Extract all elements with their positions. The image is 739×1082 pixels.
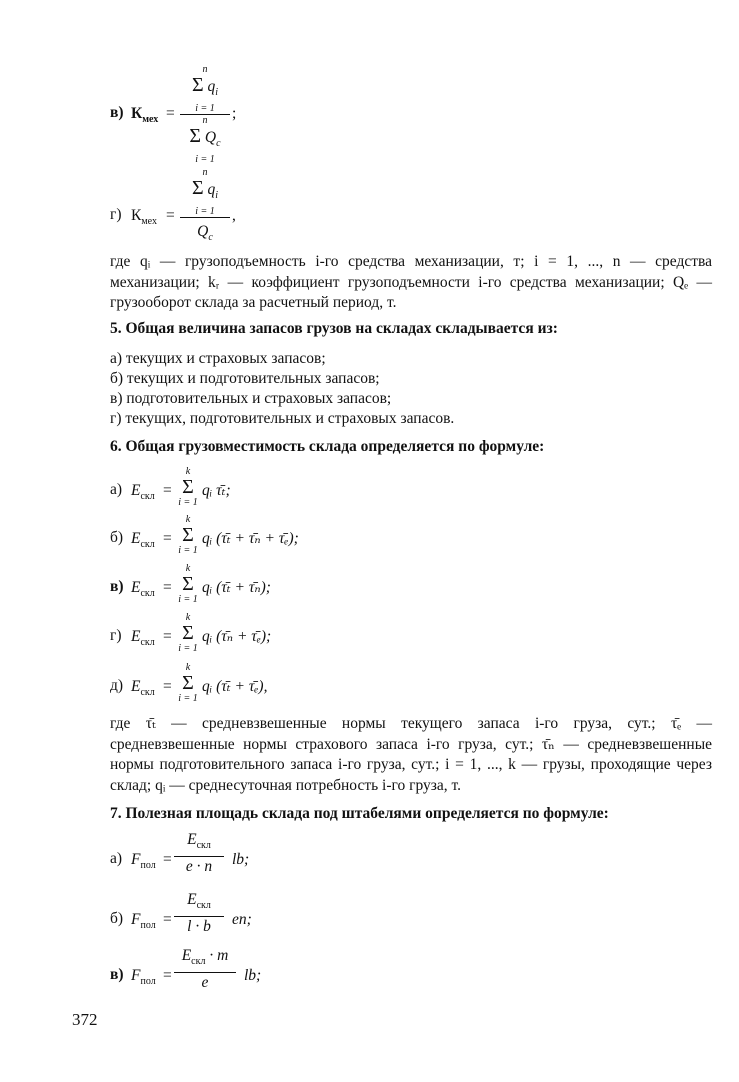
equals-sign: = bbox=[163, 851, 172, 868]
where-paragraph-1: где qᵢ — грузоподъемность i-го средства механизации, т; i = 1, ..., n — средства механизации; kᵣ — коэффициент грузоподъемности i-го средства механизации; Qₑ — грузооборот склада за расчетный период, т. bbox=[110, 253, 712, 311]
formula-lhs: $К_{мех}$ bbox=[131, 105, 159, 126]
sum-lower-limit: i = 1 bbox=[178, 594, 198, 605]
sum-upper-limit: k bbox=[185, 563, 191, 574]
formula-body: qᵢ τ̄ₜ; bbox=[202, 482, 231, 499]
equals-sign: = bbox=[163, 678, 172, 695]
formula-body: qᵢ (τ̄ₜ + τ̄ₑ), bbox=[202, 678, 268, 695]
sum-operator bbox=[176, 466, 200, 508]
sigma-symbol: Σ bbox=[182, 573, 194, 595]
sum-upper-limit: k bbox=[185, 662, 191, 673]
formula-tail: ; bbox=[232, 105, 237, 122]
sum-upper-limit: n bbox=[202, 115, 208, 127]
sum-upper-limit: k bbox=[185, 612, 191, 623]
fraction bbox=[180, 167, 230, 248]
equals-sign: = bbox=[163, 482, 172, 499]
denominator: $Q_c$ bbox=[197, 223, 213, 244]
equals-sign: = bbox=[163, 911, 172, 928]
fraction bbox=[174, 946, 236, 993]
sigma-symbol: Σ bbox=[182, 672, 194, 694]
option-label: а) bbox=[110, 481, 123, 498]
formula-body: qᵢ (τ̄ₜ + τ̄ₙ); bbox=[202, 579, 271, 596]
sum-operator bbox=[176, 563, 200, 605]
denominator: e bbox=[201, 974, 209, 992]
sum-lower-limit: i = 1 bbox=[195, 206, 215, 218]
option-label: г) bbox=[110, 206, 122, 223]
option-b: б) текущих и подготовительных запасов; bbox=[110, 370, 380, 387]
question-5-options bbox=[110, 349, 454, 429]
option-label: в) bbox=[110, 966, 124, 983]
sum-upper-limit: n bbox=[202, 167, 208, 178]
sum-upper-limit: n bbox=[202, 64, 208, 75]
sum-upper-limit: k bbox=[185, 466, 191, 477]
sum-lower-limit: i = 1 bbox=[195, 103, 215, 115]
page-number: 372 bbox=[72, 1010, 98, 1029]
formula-lhs: $F_{пол}$ bbox=[131, 911, 156, 932]
formula-tail: , bbox=[232, 207, 236, 224]
option-label: а) bbox=[110, 850, 123, 867]
sum-operator bbox=[176, 514, 200, 556]
equals-sign: = bbox=[163, 530, 172, 547]
fraction bbox=[180, 64, 230, 165]
fraction-bar bbox=[180, 217, 230, 218]
sum-upper-limit: k bbox=[185, 514, 191, 525]
formula-body: qᵢ (τ̄ₙ + τ̄ₑ); bbox=[202, 628, 272, 645]
option-label: б) bbox=[110, 910, 124, 927]
option-g: г) текущих, подготовительных и страховых запасов. bbox=[110, 410, 455, 427]
option-label: в) bbox=[110, 104, 124, 121]
numerator: Σ $q_i$ bbox=[191, 74, 219, 99]
formula-lhs: $E_{скл}$ bbox=[131, 628, 155, 649]
numerator: $E_{скл}$ bbox=[187, 831, 211, 852]
numerator: $E_{скл}$ bbox=[187, 891, 211, 912]
sum-lower-limit: i = 1 bbox=[195, 154, 215, 166]
sum-operator bbox=[176, 612, 200, 654]
equals-sign: = bbox=[163, 628, 172, 645]
formula-body: qᵢ (τ̄ₜ + τ̄ₙ + τ̄ₑ); bbox=[202, 530, 299, 547]
option-v: в) подготовительных и страховых запасов; bbox=[110, 390, 392, 407]
sum-lower-limit: i = 1 bbox=[178, 545, 198, 556]
denominator: Σ $Q_c$ bbox=[189, 125, 221, 150]
equals-sign: = bbox=[163, 967, 172, 984]
sigma-symbol: Σ bbox=[182, 524, 194, 546]
numerator: Σ $q_i$ bbox=[191, 177, 219, 202]
fraction bbox=[174, 830, 224, 877]
sum-lower-limit: i = 1 bbox=[178, 693, 198, 704]
question-6-title: 6. Общая грузовместимость склада определяется по формуле: bbox=[110, 438, 545, 455]
formula-tail: lb; bbox=[232, 851, 250, 868]
sigma-symbol: Σ bbox=[182, 476, 194, 498]
denominator: e · n bbox=[185, 858, 213, 876]
formula-lhs: $E_{скл}$ bbox=[131, 678, 155, 699]
option-label: б) bbox=[110, 529, 124, 546]
numerator: $E_{скл} \cdot m$ bbox=[181, 947, 229, 968]
sum-operator bbox=[176, 662, 200, 704]
equals-sign: = bbox=[166, 105, 175, 122]
sum-lower-limit: i = 1 bbox=[178, 643, 198, 654]
equals-sign: = bbox=[166, 207, 175, 224]
option-a: а) текущих и страховых запасов; bbox=[110, 350, 326, 367]
option-label: в) bbox=[110, 578, 124, 595]
formula-lhs: $F_{пол}$ bbox=[131, 851, 156, 872]
formula-tail: en; bbox=[232, 911, 252, 928]
question-7-title: 7. Полезная площадь склада под штабелями определяется по формуле: bbox=[110, 805, 609, 822]
where-paragraph-2: где τ̄ₜ — средневзвешенные нормы текущего запаса i-го груза, сут.; τ̄ₑ — средневзвешенные нормы страхового запаса i-го груза, сут.; τ̄ₙ — средневзвешенные нормы подготовительного запаса i-го груза, сут.; i = 1, ..., k — грузы, проходящие через склад; qᵢ — среднесуточная потребность i-го груза, т. bbox=[110, 715, 712, 794]
option-label: д) bbox=[110, 677, 124, 694]
option-label: г) bbox=[110, 627, 122, 644]
denominator: l · b bbox=[187, 918, 211, 936]
formula-lhs: $F_{пол}$ bbox=[131, 967, 156, 988]
fraction bbox=[174, 890, 224, 937]
formula-lhs: $E_{скл}$ bbox=[131, 482, 155, 503]
sigma-symbol: Σ bbox=[182, 622, 194, 644]
formula-lhs: $E_{скл}$ bbox=[131, 530, 155, 551]
formula-tail: lb; bbox=[244, 967, 262, 984]
sum-lower-limit: i = 1 bbox=[178, 497, 198, 508]
equals-sign: = bbox=[163, 579, 172, 596]
question-5-title: 5. Общая величина запасов грузов на складах складывается из: bbox=[110, 320, 558, 337]
formula-lhs: $E_{скл}$ bbox=[131, 579, 155, 600]
formula-lhs: $К_{мех}$ bbox=[131, 207, 157, 228]
